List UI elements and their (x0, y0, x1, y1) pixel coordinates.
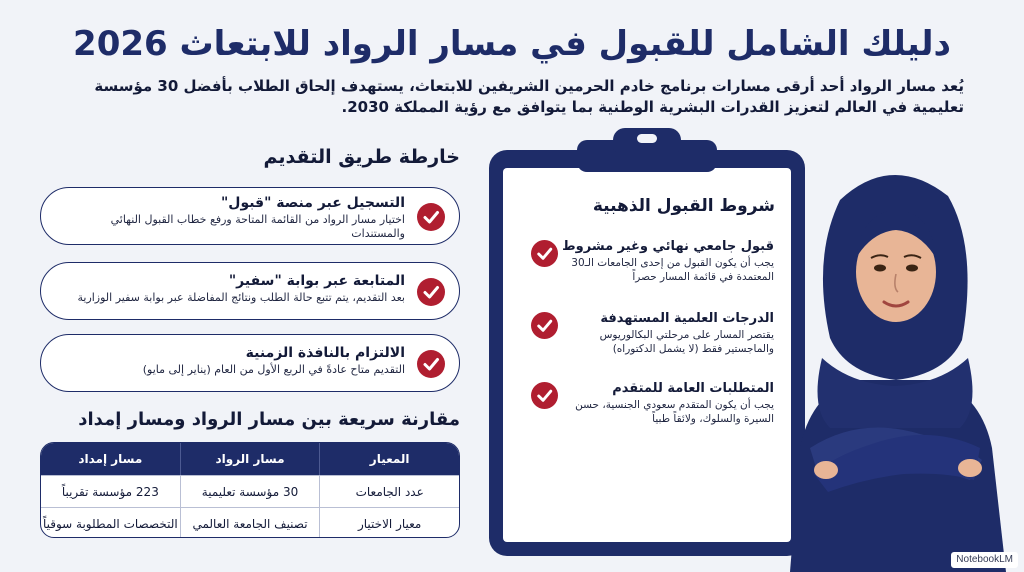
table-header-row (41, 443, 459, 475)
table-cell: التخصصات المطلوبة سوقياً (41, 508, 181, 538)
roadmap-heading: خارطة طريق التقديم (263, 146, 460, 168)
table-cell: عدد الجامعات (355, 484, 424, 499)
check-circle-icon (417, 278, 445, 306)
roadmap-step-desc: بعد التقديم، يتم تتبع حالة الطلب ونتائج المفاضلة عبر بوابة سفير الوزارية (77, 291, 405, 304)
check-circle-icon (531, 382, 558, 409)
condition-desc: يجب أن يكون المتقدم سعودي الجنسية، حسن السيرة والسلوك، ولائقاً طبياً (575, 399, 774, 425)
check-circle-icon (417, 350, 445, 378)
comparison-table (40, 442, 460, 538)
condition-desc: يجب أن يكون القبول من إحدى الجامعات الـ30 المعتمدة في قائمة المسار حصراً (571, 257, 774, 283)
table-cell: 223 مؤسسة تقريباً (41, 476, 181, 507)
condition-title: قبول جامعي نهائي وغير مشروط (562, 239, 774, 254)
table-row (41, 475, 459, 507)
table-header-cell: مسار إمداد (41, 443, 181, 475)
table-cell: تصنيف الجامعة العالمي (181, 508, 321, 538)
condition-desc: يقتصر المسار على مرحلتي البكالوريوس والماجستير فقط (لا يشمل الدكتوراه) (599, 329, 774, 355)
intro-paragraph: يُعد مسار الرواد أحد أرقى مسارات برنامج خادم الحرمين الشريفين للابتعاث، يستهدف إلحاق الطلاب بأفضل 30 مؤسسة تعليمية في العالم لتعزيز القدرات البشرية الوطنية بما يتوافق مع رؤية المملكة 2030. (94, 77, 964, 116)
check-circle-icon (531, 240, 558, 267)
roadmap-step-title: الالتزام بالنافذة الزمنية (245, 345, 405, 361)
check-circle-icon (417, 203, 445, 231)
roadmap-step (40, 187, 460, 245)
check-circle-icon (531, 312, 558, 339)
roadmap-step-title: التسجيل عبر منصة "قبول" (221, 195, 405, 211)
clipboard-clip-hole (637, 134, 657, 143)
comparison-heading: مقارنة سريعة بين مسار الرواد ومسار إمداد (78, 409, 460, 430)
table-header-cell: مسار الرواد (181, 443, 321, 475)
page-title: دليلك الشامل للقبول في مسار الرواد للابتعاث 2026 (73, 24, 951, 64)
condition-title: المتطلبات العامة للمتقدم (612, 381, 774, 396)
roadmap-step (40, 262, 460, 320)
condition-title: الدرجات العلمية المستهدفة (600, 311, 774, 326)
roadmap-step (40, 334, 460, 392)
roadmap-step-desc: اختيار مسار الرواد من القائمة المتاحة ورفع خطاب القبول النهائي والمستندات (110, 213, 405, 240)
table-row (41, 507, 459, 538)
notebooklm-badge: NotebookLM (951, 552, 1018, 568)
woman-hijab-illustration (770, 148, 1020, 572)
golden-conditions-heading: شروط القبول الذهبية (592, 196, 775, 216)
table-cell: 30 مؤسسة تعليمية (181, 476, 321, 507)
roadmap-step-desc: التقديم متاح عادةً في الربع الأول من العام (يناير إلى مايو) (142, 363, 405, 376)
table-header-cell: المعيار (369, 452, 410, 466)
roadmap-step-title: المتابعة عبر بوابة "سفير" (228, 273, 405, 289)
table-cell: معيار الاختيار (357, 516, 422, 531)
